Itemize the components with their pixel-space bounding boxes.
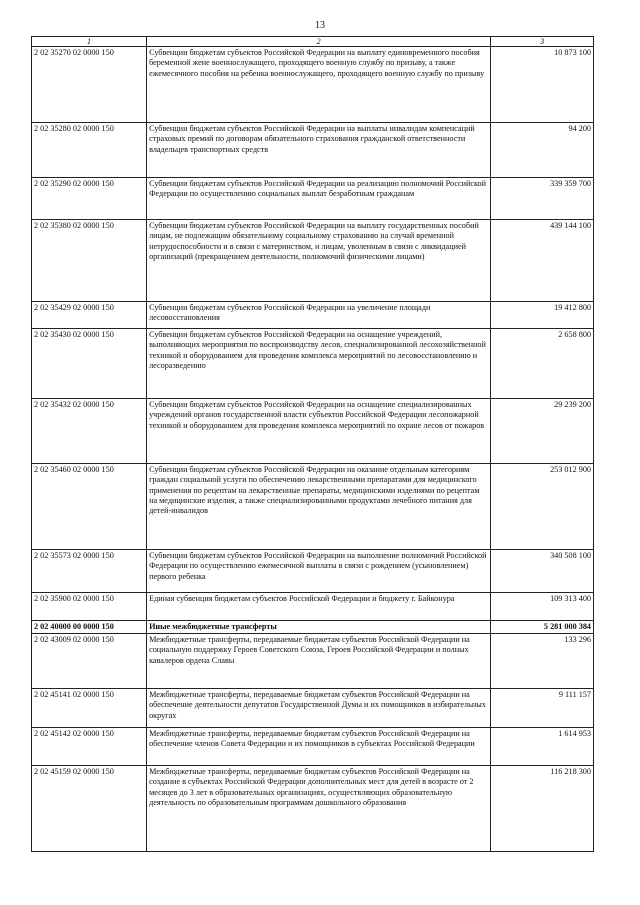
row-amount: 94 200: [491, 123, 594, 178]
table-row: [32, 220, 594, 302]
row-name: Субвенции бюджетам субъектов Российской Федерации на выплату единовременного пособия беременной жене военнослужащего, проходящего военную службу по призыву, а также ежемесячного пособия на ребенка военнослужащего, проходящего военную службу по призыву: [147, 47, 491, 123]
table-row-section: [32, 621, 594, 634]
row-name: Субвенции бюджетам субъектов Российской Федерации на реализацию полномочий Российской Федерации по осуществлению социальных выплат безработным гражданам: [147, 178, 491, 220]
row-amount: 116 218 300: [491, 766, 594, 852]
row-name: Межбюджетные трансферты, передаваемые бюджетам субъектов Российской Федерации на обеспечение деятельности депутатов Государственной Думы и их помощников в избирательных округах: [147, 689, 491, 728]
row-name: Субвенции бюджетам субъектов Российской Федерации на выплаты инвалидам компенсаций страховых премий по договорам обязательного страхования гражданской ответственности владельцев транспортных средств: [147, 123, 491, 178]
row-amount: 10 873 100: [491, 47, 594, 123]
row-amount: 2 658 800: [491, 329, 594, 399]
row-code: 2 02 35380 02 0000 150: [32, 220, 147, 302]
table-row: [32, 329, 594, 399]
row-code: 2 02 45142 02 0000 150: [32, 728, 147, 766]
row-code: 2 02 35270 02 0000 150: [32, 47, 147, 123]
table-row: [32, 593, 594, 621]
row-name: Межбюджетные трансферты, передаваемые бюджетам субъектов Российской Федерации на социальную поддержку Героев Советского Союза, Героев Российской Федерации и полных кавалеров ордена Славы: [147, 634, 491, 689]
table-row: [32, 123, 594, 178]
row-name: Субвенции бюджетам субъектов Российской Федерации на оснащение специализированных учреждений органов государственной власти субъектов Российской Федерации лесопожарной техникой и оборудованием для проведения комплекса мероприятий по охране лесов от пожаров: [147, 399, 491, 464]
row-name: Субвенции бюджетам субъектов Российской Федерации на выполнение полномочий Российской Федерации по осуществлению ежемесячной выплаты в связи с рождением (усыновлением) первого ребенка: [147, 550, 491, 593]
row-amount: 253 012 900: [491, 464, 594, 550]
row-amount: 133 296: [491, 634, 594, 689]
row-code: 2 02 45141 02 0000 150: [32, 689, 147, 728]
table-row: [32, 399, 594, 464]
row-code: 2 02 35573 02 0000 150: [32, 550, 147, 593]
table-header-row: [32, 37, 594, 47]
table-row: [32, 689, 594, 728]
page-number: 13: [315, 20, 325, 31]
row-amount: 9 111 157: [491, 689, 594, 728]
row-name: Субвенции бюджетам субъектов Российской Федерации на выплату государственных пособий лицам, не подлежащим обязательному социальному страхованию на случай временной нетрудоспособности и в связи с материнством, и лицам, уволенным в связи с ликвидацией организаций (прекращением деятельности, полномочий физическими лицами): [147, 220, 491, 302]
table-row: [32, 302, 594, 329]
row-code: 2 02 35430 02 0000 150: [32, 329, 147, 399]
row-code: 2 02 35432 02 0000 150: [32, 399, 147, 464]
table-row: [32, 464, 594, 550]
row-amount: 339 359 700: [491, 178, 594, 220]
column-header-code: 1: [32, 37, 147, 47]
row-code: 2 02 45159 02 0000 150: [32, 766, 147, 852]
row-amount: 109 313 400: [491, 593, 594, 621]
row-code: 2 02 35429 02 0000 150: [32, 302, 147, 329]
table-row: [32, 178, 594, 220]
row-code: 2 02 35280 02 0000 150: [32, 123, 147, 178]
row-name: Субвенции бюджетам субъектов Российской Федерации на оказание отдельным категориям граждан социальной услуги по обеспечению лекарственными препаратами для медицинского применения по рецептам на лекарственные препараты, медицинскими изделиями по рецептам на медицинские изделия, а также специализированными продуктами лечебного питания для детей-инвалидов: [147, 464, 491, 550]
row-code: 2 02 35290 02 0000 150: [32, 178, 147, 220]
row-name: Иные межбюджетные трансферты: [147, 621, 491, 634]
table-row: [32, 47, 594, 123]
row-name: Единая субвенция бюджетам субъектов Российской Федерации и бюджету г. Байконура: [147, 593, 491, 621]
row-name: Межбюджетные трансферты, передаваемые бюджетам субъектов Российской Федерации на обеспечение членов Совета Федерации и их помощников в субъектах Российской Федерации: [147, 728, 491, 766]
row-amount: 5 281 000 384: [491, 621, 594, 634]
row-code: 2 02 35460 02 0000 150: [32, 464, 147, 550]
row-amount: 19 412 800: [491, 302, 594, 329]
row-name: Субвенции бюджетам субъектов Российской Федерации на увеличение площади лесовосстановления: [147, 302, 491, 329]
row-amount: 439 144 100: [491, 220, 594, 302]
row-amount: 1 614 953: [491, 728, 594, 766]
table-row: [32, 728, 594, 766]
table-row: [32, 766, 594, 852]
row-amount: 29 239 200: [491, 399, 594, 464]
column-header-name: 2: [147, 37, 491, 47]
row-name: Субвенции бюджетам субъектов Российской Федерации на оснащение учреждений, выполняющих мероприятия по воспроизводству лесов, специализированной лесохозяйственной техникой и оборудованием для проведения комплекса мероприятий по лесовосстановлению и лесоразведению: [147, 329, 491, 399]
budget-table: [31, 36, 594, 852]
table-row: [32, 634, 594, 689]
table-row: [32, 550, 594, 593]
row-code: 2 02 43009 02 0000 150: [32, 634, 147, 689]
row-code: 2 02 40000 00 0000 150: [32, 621, 147, 634]
row-amount: 340 508 100: [491, 550, 594, 593]
row-name: Межбюджетные трансферты, передаваемые бюджетам субъектов Российской Федерации на создание в субъектах Российской Федерации дополнительных мест для детей в возрасте от 2 месяцев до 3 лет в образовательных организациях, осуществляющих образовательную деятельность по образовательным программам дошкольного образования: [147, 766, 491, 852]
column-header-amount: 3: [491, 37, 594, 47]
row-code: 2 02 35900 02 0000 150: [32, 593, 147, 621]
